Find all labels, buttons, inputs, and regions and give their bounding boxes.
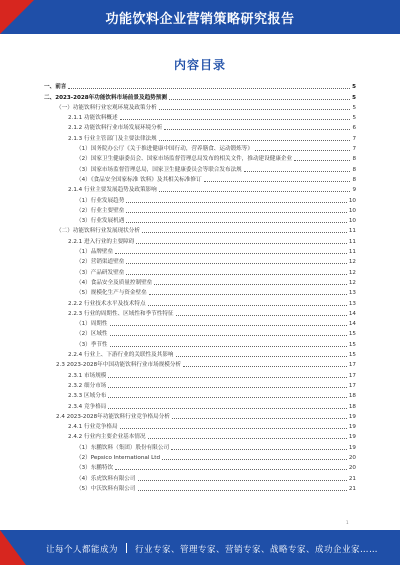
toc-entry-page: 14 [348,310,356,317]
toc-entry[interactable] [44,236,356,246]
toc-entry[interactable] [44,463,356,473]
toc-leader-dots [164,129,350,130]
toc-entry-label: 2.1.2 功能饮料行业市场发展环境分析 [68,125,163,132]
toc-entry[interactable] [44,206,356,216]
toc-leader-dots [126,274,347,275]
toc-heading: 内容目录 [173,58,226,72]
toc-entry-label: 2.2.3 行业的周期性、区域性和季节性特征 [68,310,174,317]
toc-leader-dots [149,294,347,295]
toc-entry[interactable] [44,257,356,267]
toc-entry[interactable] [44,288,356,298]
toc-entry[interactable] [44,195,356,205]
toc-entry-page: 12 [348,259,356,266]
toc-entry[interactable] [44,113,356,123]
toc-entry[interactable] [44,267,356,277]
toc-entry[interactable] [44,370,356,380]
toc-entry-label: （2）行业主要壁垒 [76,207,125,214]
toc-entry-label: 2.4.2 行业内主要企业基本情况 [68,434,146,441]
toc-leader-dots [162,459,347,460]
toc-entry-page: 11 [348,228,356,235]
toc-entry-page: 6 [352,125,356,132]
toc-entry-page: 20 [348,454,356,461]
toc-entry-page: 15 [348,331,356,338]
toc-entry-label: 2.3.4 竞争格局 [68,403,107,410]
toc-leader-dots [142,232,347,233]
toc-entry-page: 18 [348,403,356,410]
toc-entry[interactable] [44,144,356,154]
toc-entry-label: 二、2023-2028年功能饮料市场前景及趋势预测 [44,94,167,101]
toc-entry-label: （3）产品研发壁垒 [76,269,125,276]
toc-entry-page: 11 [348,249,356,256]
toc-entry-page: 21 [348,475,356,482]
toc-leader-dots [148,438,347,439]
toc-entry[interactable] [44,82,356,92]
toc-entry-label: 2.4.1 行业竞争格局 [68,424,118,431]
toc-entry-page: 10 [348,207,356,214]
toc-leader-dots [110,325,347,326]
toc-entry-page: 19 [348,424,356,431]
toc-entry-label: 2.1.1 功能饮料概述 [68,115,118,122]
toc-entry[interactable] [44,164,356,174]
toc-entry-label: （5）中沃饮料有限公司 [76,485,136,492]
toc-entry-label: 一、前言 [44,84,67,91]
toc-entry[interactable] [44,123,356,133]
toc-entry-label: 2.2.4 行业上、下游行业的关联性及其影响 [68,352,174,359]
toc-leader-dots [110,335,347,336]
toc-entry[interactable] [44,391,356,401]
toc-entry-label: （3）东鹏特饮 [76,465,114,472]
toc-leader-dots [172,418,347,419]
toc-entry[interactable] [44,216,356,226]
toc-entry[interactable] [44,329,356,339]
toc-leader-dots [183,366,347,367]
toc-entry[interactable] [44,103,356,113]
toc-entry-page: 13 [348,290,356,297]
toc-entry-label: 2.4 2023-2028年功能饮料行业竞争格局分析 [56,413,170,420]
toc-leader-dots [204,181,351,182]
toc-leader-dots [108,397,346,398]
toc-entry-label: （二）功能饮料行业发展现状分析 [56,228,140,235]
toc-entry-label: （1）周期性 [76,321,108,328]
toc-entry[interactable] [44,92,356,102]
toc-entry-label: （2）营销渠道壁垒 [76,259,125,266]
toc-entry-page: 19 [348,444,356,451]
toc-entry[interactable] [44,339,356,349]
toc-entry-label: （1）品牌壁垒 [76,249,114,256]
page-number: 1 [346,520,349,525]
toc-entry-page: 19 [348,413,356,420]
toc-entry-label: 2.2.1 进入行业的主要障碍 [68,238,135,245]
toc-entry-page: 17 [348,372,356,379]
toc-entry-page: 20 [348,465,356,472]
toc-entry[interactable] [44,381,356,391]
toc-leader-dots [108,377,346,378]
report-title: 功能饮料企业营销策略研究报告 [105,12,295,27]
table-of-contents [44,82,356,494]
toc-entry-label: （3）季节性 [76,341,108,348]
toc-entry-page: 8 [352,176,356,183]
toc-leader-dots [159,109,351,110]
toc-entry-label: （3）行业发展机遇 [76,218,125,225]
slogan-divider [126,543,127,553]
toc-leader-dots [255,150,350,151]
toc-leader-dots [159,140,351,141]
toc-entry[interactable] [44,278,356,288]
toc-entry-page: 12 [348,279,356,286]
toc-entry-label: （4）《食品安全国家标准 饮料》及其相关标准修订 [76,176,202,183]
toc-entry-label: 2.2.2 行业技术水平及技术特点 [68,300,146,307]
toc-entry-label: （4）乐虎饮料有限公司 [76,475,136,482]
toc-entry-page: 7 [352,146,356,153]
toc-entry-page: 8 [352,156,356,163]
toc-entry-page: 10 [348,218,356,225]
toc-leader-dots [176,315,347,316]
toc-leader-dots [126,212,347,213]
toc-entry-page: 11 [348,238,356,245]
toc-entry-page: 17 [348,382,356,389]
toc-leader-dots [169,99,350,100]
toc-entry-page: 5 [352,115,356,122]
toc-leader-dots [171,449,347,450]
toc-entry-label: 2.3.3 区域分布 [68,393,107,400]
toc-entry[interactable] [44,401,356,411]
toc-entry[interactable] [44,350,356,360]
toc-entry[interactable] [44,247,356,257]
toc-entry-label: （1）行业发展趋势 [76,197,125,204]
toc-entry-label: （5）规模化生产与资金壁垒 [76,290,147,297]
toc-entry[interactable] [44,360,356,370]
toc-entry-label: （2）Pepsico International Ltd [76,454,160,461]
toc-entry[interactable] [44,432,356,442]
toc-entry-label: （一）功能饮料行业宏观环境及政策分析 [56,104,157,111]
toc-leader-dots [176,356,347,357]
toc-entry-label: （3）国家市场监督管理总局，国家卫生健康委员会等联合发布法规 [76,166,242,173]
toc-leader-dots [136,243,347,244]
toc-entry[interactable] [44,154,356,164]
toc-entry[interactable] [44,133,356,143]
toc-leader-dots [108,387,346,388]
toc-leader-dots [110,346,347,347]
toc-entry[interactable] [44,226,356,236]
toc-entry-page: 14 [348,321,356,328]
toc-leader-dots [115,253,347,254]
toc-entry[interactable] [44,484,356,494]
toc-leader-dots [68,88,350,89]
toc-leader-dots [120,428,347,429]
toc-entry[interactable] [44,473,356,483]
toc-entry-page: 5 [352,104,356,111]
toc-leader-dots [148,305,347,306]
toc-entry[interactable] [44,175,356,185]
toc-entry[interactable] [44,453,356,463]
toc-entry-page: 12 [348,269,356,276]
toc-entry[interactable] [44,185,356,195]
toc-entry[interactable] [44,319,356,329]
toc-leader-dots [294,160,350,161]
toc-leader-dots [138,490,347,491]
toc-entry[interactable] [44,442,356,452]
toc-leader-dots [115,469,347,470]
toc-entry-label: 2.1.3 行业主管部门及主要法律法规 [68,135,157,142]
toc-entry-page: 8 [352,166,356,173]
toc-entry-label: 2.3.2 细分市场 [68,382,107,389]
toc-leader-dots [138,480,347,481]
toc-entry-label: 2.1.4 行业主要发展趋势及政策影响 [68,187,157,194]
toc-leader-dots [126,222,347,223]
toc-entry[interactable] [44,422,356,432]
toc-entry-page: 10 [348,197,356,204]
toc-leader-dots [120,119,351,120]
footer-slogan [46,543,378,555]
toc-entry-page: 21 [348,485,356,492]
toc-entry[interactable] [44,309,356,319]
toc-leader-dots [126,263,347,264]
toc-entry-page: 17 [348,362,356,369]
toc-leader-dots [126,202,347,203]
toc-entry-page: 15 [348,341,356,348]
toc-entry-label: （2）区域性 [76,331,108,338]
toc-leader-dots [159,191,351,192]
toc-entry-page: 13 [348,300,356,307]
toc-leader-dots [244,171,351,172]
toc-entry-page: 5 [352,94,356,101]
toc-entry-page: 5 [352,84,356,91]
toc-entry-label: 2.3 2023-2028年中国功能饮料行业市场规模分析 [56,362,182,369]
toc-entry-label: （4）食品安全及质量控制壁垒 [76,279,153,286]
slogan-lead: 让每个人都能成为 [46,545,119,555]
footer-accent-triangle [0,530,26,565]
toc-entry-page: 18 [348,393,356,400]
toc-entry-label: 2.3.1 市场规模 [68,372,107,379]
slogan-roles: 行业专家、管理专家、营销专家、战略专家、成功企业家…… [135,545,379,555]
toc-entry[interactable] [44,412,356,422]
toc-leader-dots [108,408,346,409]
toc-entry-page: 9 [352,187,356,194]
toc-leader-dots [154,284,347,285]
toc-entry-page: 19 [348,434,356,441]
toc-entry[interactable] [44,298,356,308]
toc-entry-label: （1）东鹏饮料（集团）股份有限公司 [76,444,170,451]
toc-entry-label: （1）国务院办公厅《关于推进健康中国行动，营养膳食、运动锻炼等》 [76,146,253,153]
toc-entry-label: （2）国家卫生健康委员会、国家市场监督管理总局发布的相关文件，推动建设健康企业 [76,156,293,163]
toc-entry-page: 15 [348,352,356,359]
toc-entry-page: 7 [352,135,356,142]
